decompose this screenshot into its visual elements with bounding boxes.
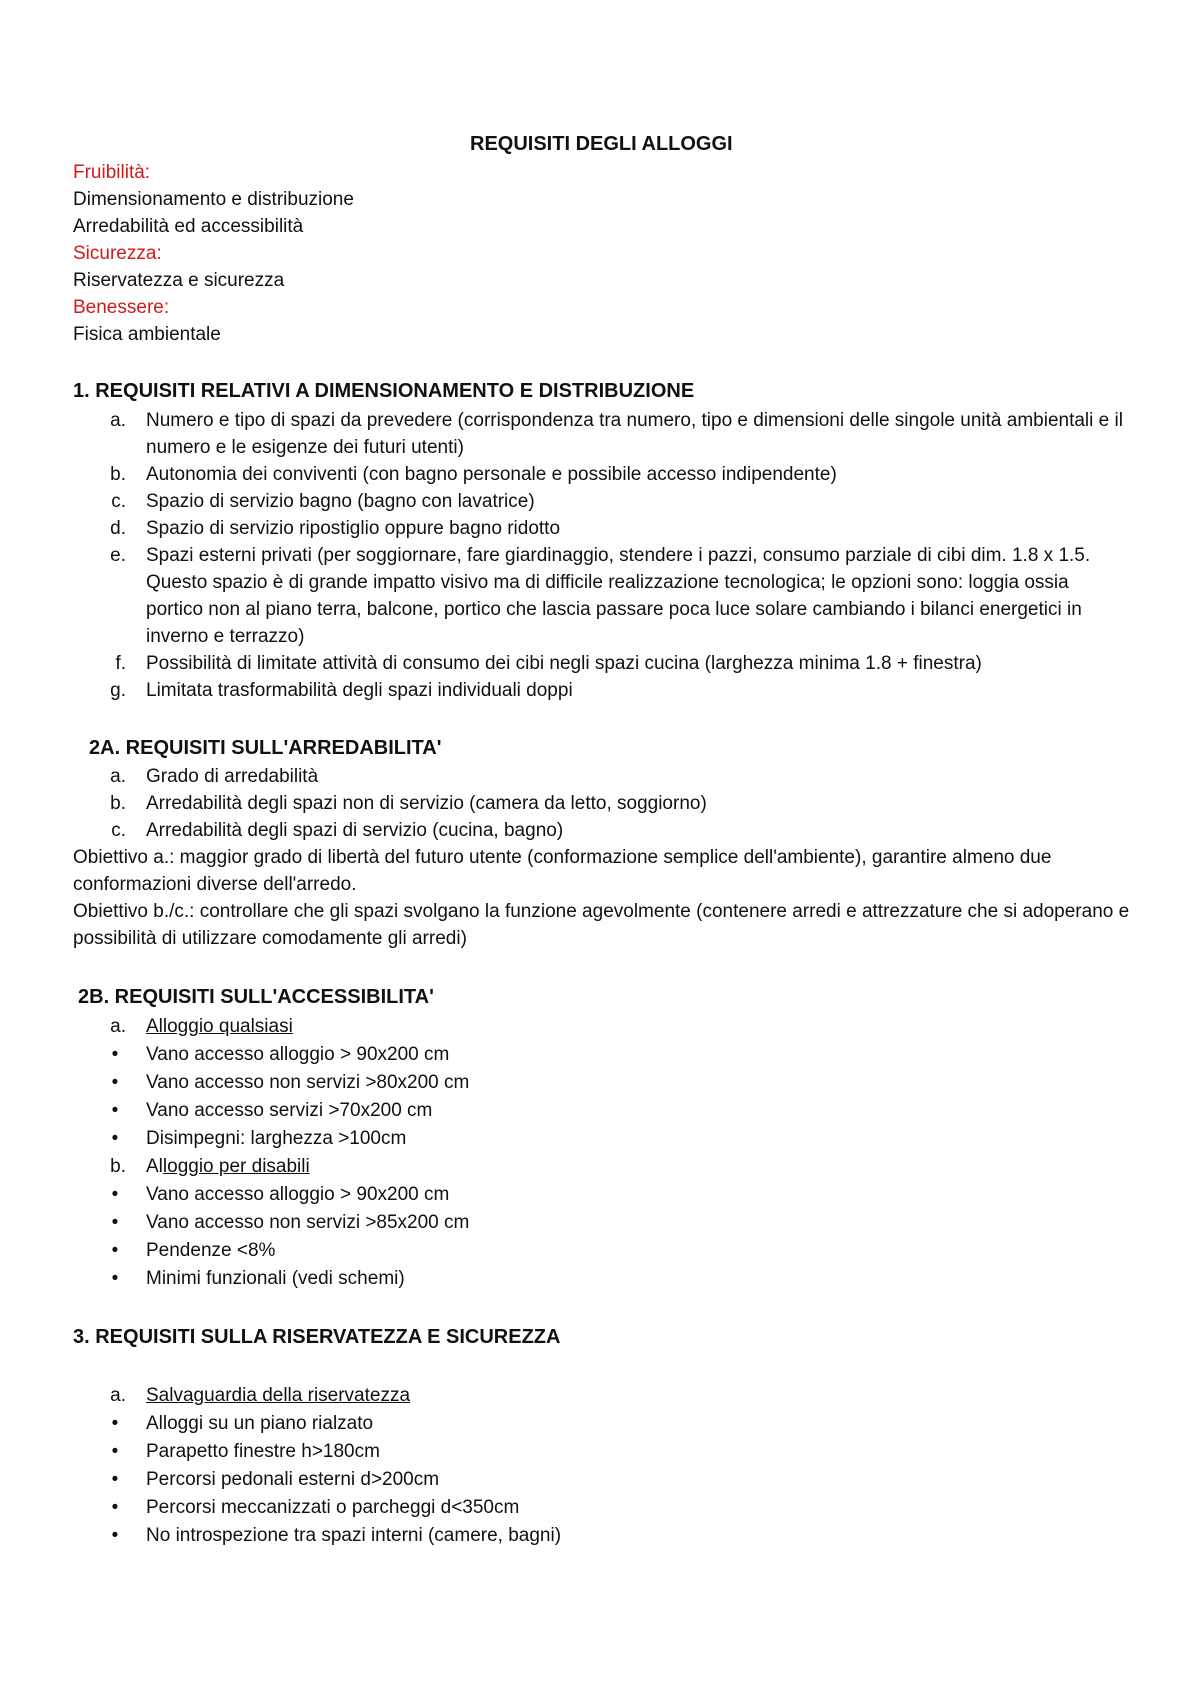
sicurezza-label: Sicurezza: — [73, 243, 162, 264]
subsection-title-part: Al — [146, 1156, 163, 1177]
list-item: Disimpegni: larghezza >100cm — [146, 1128, 407, 1149]
list-item: Numero e tipo di spazi da prevedere (corrispondenza tra numero, tipo e dimensioni delle singole unità ambientali e il numero e le esigenze dei futuri utenti) — [146, 410, 1123, 458]
objective-a-paragraph: Obiettivo a.: maggior grado di libertà del futuro utente (conformazione semplice dell'ambiente), garantire almeno due conformazioni diverse dell'arredo. — [73, 847, 1052, 895]
list-item: Spazio di servizio bagno (bagno con lavatrice) — [146, 491, 535, 512]
fruibilita-item-1: Dimensionamento e distribuzione — [73, 189, 354, 210]
list-label: b. — [110, 1156, 126, 1177]
list-item: Alloggi su un piano rialzato — [146, 1413, 374, 1434]
list-item: Percorsi meccanizzati o parcheggi d<350cm — [146, 1497, 520, 1518]
bullet: • — [111, 1212, 119, 1233]
list-item: Vano accesso alloggio > 90x200 cm — [146, 1184, 450, 1205]
fruibilita-item-2: Arredabilità ed accessibilità — [73, 216, 304, 237]
list-label: c. — [111, 491, 126, 512]
bullet: • — [111, 1413, 119, 1434]
list-item: Vano accesso servizi >70x200 cm — [146, 1100, 433, 1121]
list-item: Autonomia dei conviventi (con bagno personale e possibile accesso indipendente) — [146, 464, 837, 485]
list-item: Spazio di servizio ripostiglio oppure bagno ridotto — [146, 518, 561, 539]
section-1-heading: 1. REQUISITI RELATIVI A DIMENSIONAMENTO E DISTRIBUZIONE — [73, 380, 695, 402]
list-item: Limitata trasformabilità degli spazi individuali doppi — [146, 680, 573, 701]
bullet: • — [111, 1240, 119, 1261]
list-label: b. — [110, 793, 126, 814]
list-item: Pendenze <8% — [146, 1240, 276, 1261]
bullet: • — [111, 1128, 119, 1149]
objective-bc-paragraph: Obiettivo b./c.: controllare che gli spazi svolgano la funzione agevolmente (contenere arredi e attrezzature che si adoperano e possibilità di utilizzare comodamente gli arredi) — [73, 901, 1130, 949]
list-label: g. — [110, 680, 126, 701]
bullet: • — [111, 1268, 119, 1289]
bullet: • — [111, 1184, 119, 1205]
bullet: • — [111, 1441, 119, 1462]
bullet: • — [111, 1072, 119, 1093]
section-2b-heading: 2B. REQUISITI SULL'ACCESSIBILITA' — [78, 986, 434, 1008]
list-label: a. — [110, 1016, 126, 1037]
benessere-item-1: Fisica ambientale — [73, 324, 221, 345]
section-2a-heading: 2A. REQUISITI SULL'ARREDABILITA' — [89, 737, 442, 759]
list-item: Parapetto finestre h>180cm — [146, 1441, 380, 1462]
sicurezza-item-1: Riservatezza e sicurezza — [73, 270, 285, 291]
page-title: REQUISITI DEGLI ALLOGGI — [470, 133, 733, 155]
list-label: e. — [110, 545, 126, 566]
bullet: • — [111, 1100, 119, 1121]
section-3-heading: 3. REQUISITI SULLA RISERVATEZZA E SICUREZZA — [73, 1326, 561, 1348]
list-item: Arredabilità degli spazi di servizio (cucina, bagno) — [146, 820, 564, 841]
list-item: Vano accesso non servizi >85x200 cm — [146, 1212, 470, 1233]
bullet: • — [111, 1469, 119, 1490]
list-item: Grado di arredabilità — [146, 766, 319, 787]
bullet: • — [111, 1497, 119, 1518]
list-label: b. — [110, 464, 126, 485]
benessere-label: Benessere: — [73, 297, 170, 318]
list-label: a. — [110, 766, 126, 787]
list-label: d. — [110, 518, 126, 539]
bullet: • — [111, 1525, 119, 1546]
subsection-title: Alloggio qualsiasi — [146, 1016, 293, 1037]
list-item: Vano accesso alloggio > 90x200 cm — [146, 1044, 450, 1065]
list-item: Vano accesso non servizi >80x200 cm — [146, 1072, 470, 1093]
list-item: Arredabilità degli spazi non di servizio (camera da letto, soggiorno) — [146, 793, 707, 814]
list-item: No introspezione tra spazi interni (camere, bagni) — [146, 1525, 562, 1546]
subsection-title-part: loggio per disabili — [162, 1156, 310, 1177]
subsection-title: Salvaguardia della riservatezza — [146, 1385, 411, 1406]
list-label: c. — [111, 820, 126, 841]
list-item: Percorsi pedonali esterni d>200cm — [146, 1469, 440, 1490]
list-label: a. — [110, 410, 126, 431]
list-item: Spazi esterni privati (per soggiornare, fare giardinaggio, stendere i pazzi, consumo parziale di cibi dim. 1.8 x 1.5. Questo spazio è di grande impatto visivo ma di difficile realizzazione tecnologica; le opzioni sono: loggia ossia portico non al piano terra, balcone, portico che lascia passare poca luce solare cambiando i bilanci energetici in inverno e terrazzo) — [146, 545, 1091, 647]
fruibilita-label: Fruibilità: — [73, 162, 151, 183]
list-item: Possibilità di limitate attività di consumo dei cibi negli spazi cucina (larghezza minima 1.8 + finestra) — [146, 653, 982, 674]
list-label: a. — [110, 1385, 126, 1406]
list-label: f. — [115, 653, 126, 674]
bullet: • — [111, 1044, 119, 1065]
list-item: Minimi funzionali (vedi schemi) — [146, 1268, 405, 1289]
subsection-title — [146, 1153, 310, 1180]
